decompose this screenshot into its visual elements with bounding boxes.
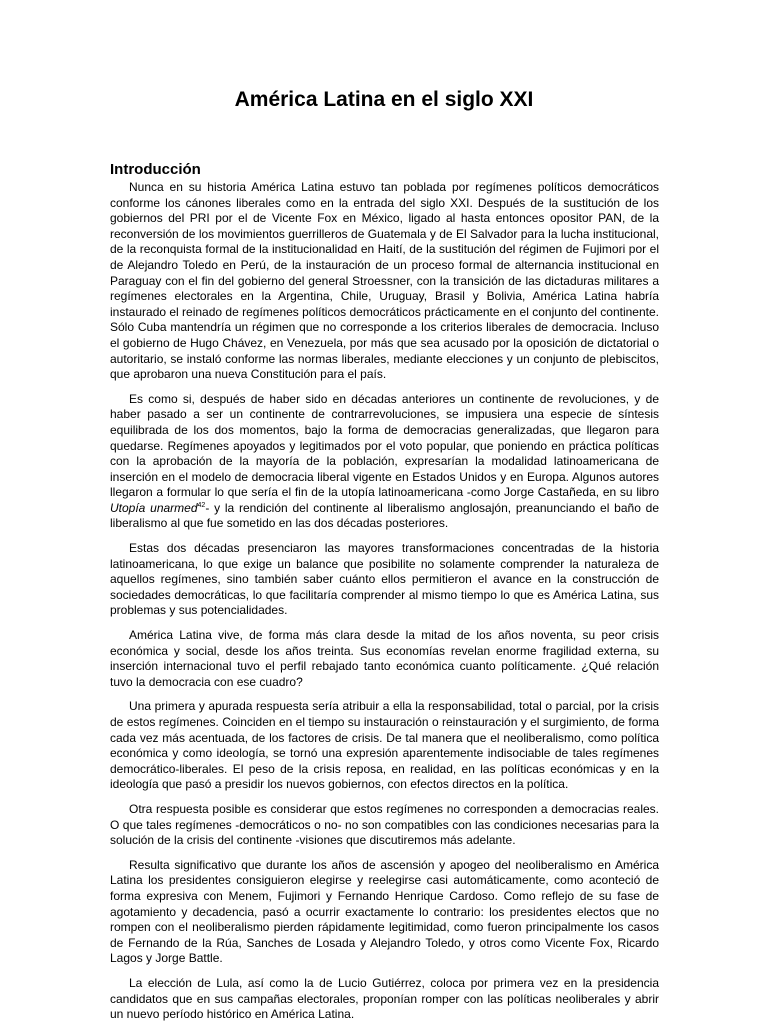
paragraph-1: Nunca en su historia América Latina estuvo tan poblada por regímenes políticos democráticos conforme los cánones liberales como en la entrada del siglo XXI. Después de la sustitución de los gobiernos del PRI por el de Vicente Fox en México, ligado al hasta entonces opositor PAN, de la reconversión de los movimientos guerrilleros de Guatemala y de El Salvador para la lucha institucional, de la reconquista formal de la institucionalidad en Haití, de la sustitución del régimen de Fujimori por el de Alejandro Toledo en Perú, de la instauración de un proceso formal de alternancia institucional en Paraguay con el fin del gobierno del general Stroessner, con la transición de las dictaduras militares a regímenes electorales en la Argentina, Chile, Uruguay, Brasil y Bolivia, América Latina habría instaurado el reinado de regímenes políticos democráticos prácticamente en el conjunto del continente. Sólo Cuba mantendría un régimen que no corresponde a los criterios liberales de democracia. Incluso el gobierno de Hugo Chávez, en Venezuela, por más que sea acusado por la oposición de dictatorial o autoritario, se instaló conforme las normas liberales, mediante elecciones y un conjunto de plebiscitos, que aprobaron una nueva Constitución para el país. xyxy=(110,180,659,382)
paragraph-2-text-end: - y la rendición del continente al liberalismo anglosajón, preanunciando el baño de liberalismo al que fue sometido en las dos décadas posteriores. xyxy=(110,500,659,531)
paragraph-3: Estas dos décadas presenciaron las mayores transformaciones concentradas de la historia latinoamericana, lo que exige un balance que posibilite no solamente comprender la naturaleza de aquellos regímenes, sino también saber cuánto ellos permitieron el avance en la construcción de sociedades democráticas, lo que facilitaría comprender al mismo tiempo lo que es América Latina, sus problemas y sus potencialidades. xyxy=(110,541,659,618)
paragraph-2-text-start: Es como si, después de haber sido en décadas anteriores un continente de revoluciones, y de haber pasado a ser un continente de contrarrevoluciones, se impusiera una especie de síntesis equilibrada de los dos momentos, bajo la forma de democracias generalizadas, que llegaron para quedarse. Regímenes apoyados y legitimados por el voto popular, que poniendo en práctica políticas con la aprobación de la mayoría de la población, expresarían la modalidad latinoamericana de inserción en el modelo de democracia liberal vigente en Estados Unidos y en Europa. Algunos autores llegaron a formular lo que sería el fin de la utopía latinoamericana -como Jorge Castañeda, en su libro xyxy=(110,391,659,500)
section-heading: Introducción xyxy=(110,161,201,178)
paragraph-8: La elección de Lula, así como la de Lucio Gutiérrez, coloca por primera vez en la presidencia candidatos que en sus campañas electorales, proponían romper con las políticas neoliberales y abrir un nuevo período histórico en América Latina. xyxy=(110,975,659,1022)
paragraph-2 xyxy=(110,392,659,532)
paragraph-6: Otra respuesta posible es considerar que estos regímenes no corresponden a democracias reales. O que tales regímenes -democráticos o no- no son compatibles con las condiciones necesarias para la solución de la crisis del continente -visiones que discutiremos más adelante. xyxy=(110,801,659,848)
paragraph-5: Una primera y apurada respuesta sería atribuir a ella la responsabilidad, total o parcial, por la crisis de estos regímenes. Coinciden en el tiempo su instauración o reinstauración y el surgimiento, de forma cada vez más acentuada, de los factores de crisis. De tal manera que el neoliberalismo, como política económica y como ideología, se tornó una expresión aparentemente indisociable de tales regímenes democrático-liberales. El peso de la crisis reposa, en realidad, en las políticas económicas y en la ideología que pasó a presidir los nuevos gobiernos, con efectos directos en la política. xyxy=(110,699,659,792)
footnote-reference[interactable]: 42 xyxy=(197,501,206,509)
paragraph-7: Resulta significativo que durante los años de ascensión y apogeo del neoliberalismo en América Latina los presidentes consiguieron elegirse y reelegirse casi automáticamente, como aconteció de forma expresiva con Menem, Fujimori y Fernando Henrique Cardoso. Como reflejo de su fase de agotamiento y decadencia, pasó a ocurrir exactamente lo contrario: los presidentes electos que no rompen con el neoliberalismo pierden rápidamente legitimidad, como fueron principalmente los casos de Fernando de la Rúa, Sanches de Losada y Alejandro Toledo, y otros como Vicente Fox, Ricardo Lagos y Jorge Battle. xyxy=(110,857,659,966)
document-title: América Latina en el siglo XXI xyxy=(234,88,534,111)
book-title: Utopía unarmed xyxy=(110,500,198,515)
paragraph-4: América Latina vive, de forma más clara desde la mitad de los años noventa, su peor crisis económica y social, desde los años treinta. Sus economías revelan enorme fragilidad externa, su inserción internacional tuvo el perfil rebajado tanto económica cuanto políticamente. ¿Qué relación tuvo la democracia con ese cuadro? xyxy=(110,628,659,689)
body-text xyxy=(110,180,659,1032)
